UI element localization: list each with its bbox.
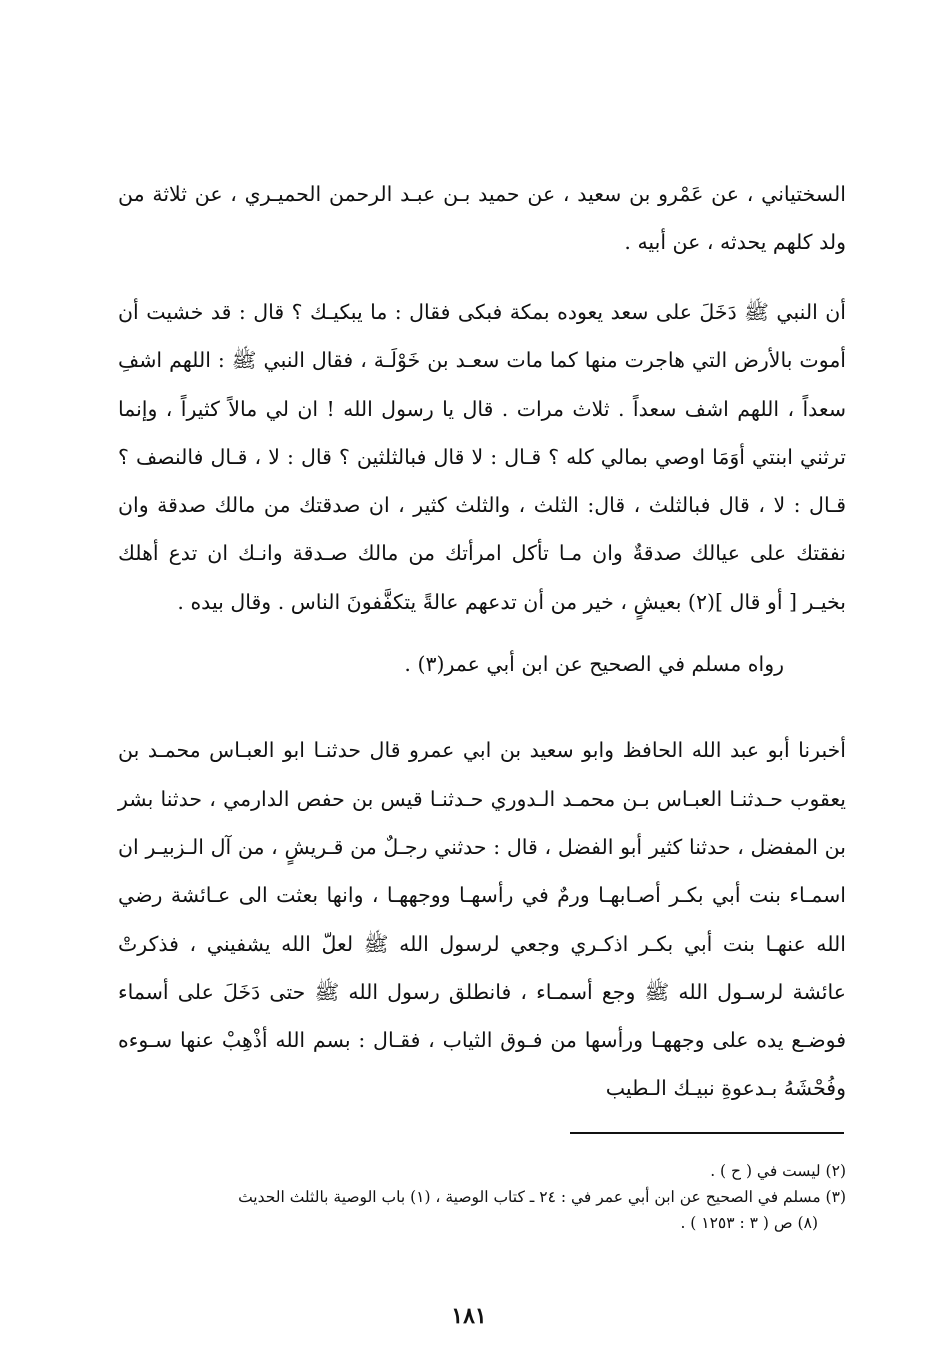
paragraph-second-hadith: أخبرنا أبو عبد الله الحافظ وابو سعيد بن ابي عمرو قال حدثنـا ابو العبـاس محمـد بن يعقوب حـدثنـا العبـاس بـن محمـد الـدوري حـدثنـا قيس بن حفص الدارمي ، حدثنا بشر بن المفضل ، حدثنا كثير أبو الفضل ، قال : حدثني رجـلٌ من قـريشٍ ، من آل الـزبيـر ان اسمـاء بنت أبي بكـر أصـابهـا ورمٌ في رأسهـا ووجههـا ، وانها بعثت الى عـائشة رضي الله عنهـا بنت أبي بكـر اذكـري وجعي لرسول الله ﷺ لعلّ الله يشفيني ، فذكرتْ عائشة لرسـول الله ﷺ وجع أسمـاء ، فانطلق رسول الله ﷺ حتى دَخَلَ على أسماء فوضـع يده على وجههـا ورأسها من فـوق الثياب ، فقـال : بسم الله أذْهِبْ عنها سـوءه وفُحْشَهُ بـدعوةِ نبيـك الـطيب	[118, 738, 846, 1101]
main-text	[118, 170, 846, 1113]
paragraph-isnad-continuation: السختياني ، عن عَمْرو بن سعيد ، عن حميد بـن عبـد الرحمن الحميـري ، عن ثلاثة من ولد كلهم يحدثه ، عن أبيه .	[118, 182, 846, 255]
page-number: ١٨١	[451, 1303, 487, 1329]
paragraph-hadith-text: أن النبي ﷺ دَخَلَ على سعد يعوده بمكة فبكى فقال : ما يبكيـك ؟ قال : قد خشيت أن أموت بالأرض التي هاجرت منها كما مات سعـد بن خَوْلَـة ، فقال النبي ﷺ : اللهم اشفِ سعداً ، اللهم اشف سعداً . ثلاث مرات . قال يا رسول الله ! ان لي مالاً كثيراً ، وإنما ترثني ابنتي أوَمَا اوصي بمالي كله ؟ قـال : لا قال فبالثلثين ؟ قال : لا ، قـال فالنصف ؟ قـال : لا ، قال فبالثلث ، قال: الثلث ، والثلث كثير ، ان صدقتك من مالك صدقة وان نفقتك على عيالك صدقةٌ وان مـا تأكل امرأتك من مالك صـدقة وانـك ان تدع أهلك بخيـر [ أو قال ](٢) بعيشٍ ، خير من أن تدعهم عالةً يتكفَّفونَ الناس . وقال بيده .	[118, 300, 846, 614]
footnote-divider	[570, 1132, 844, 1134]
footnotes	[118, 1158, 846, 1236]
footnote-3: (٣) مسلم في الصحيح عن ابن أبي عمر في : ٢٤ ـ كتاب الوصية ، (١) باب الوصية بالثلث الحديث	[238, 1188, 846, 1206]
footnote-3-continuation: (٨) ص ( ٣ : ١٢٥٣ ) .	[680, 1214, 818, 1232]
footnote-2: (٢) ليست في ( ح ) .	[710, 1162, 846, 1180]
paragraph-narration-source: رواه مسلم في الصحيح عن ابن أبي عمر(٣) .	[404, 652, 784, 677]
